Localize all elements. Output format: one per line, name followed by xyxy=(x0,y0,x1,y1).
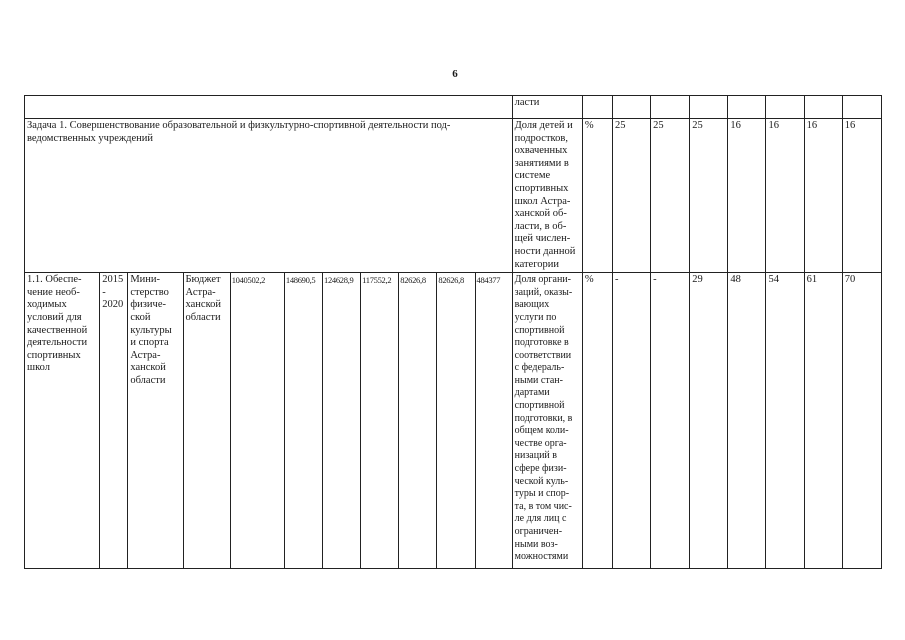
task-value-cell: 16 xyxy=(766,119,804,273)
table-row-task xyxy=(25,119,882,273)
measure-name-cell: 1.1. Обеспе- чение необ- ходимых условий для качественной деятельности спортивных школ xyxy=(25,273,100,569)
measure-amount-cell: 82626,8 xyxy=(399,273,437,569)
measure-amount-total: 1040502,2 xyxy=(230,273,284,569)
continuation-value-cell xyxy=(651,96,690,119)
measure-value-cell: 61 xyxy=(804,273,842,569)
task-value-cell: 25 xyxy=(612,119,650,273)
program-table xyxy=(24,95,882,569)
measure-executor-cell: Мини- стерство физиче- ской культуры и спорта Астра- ханской области xyxy=(128,273,183,569)
measure-amount-cell: 484377 xyxy=(475,273,512,569)
page-number: 6 xyxy=(452,68,458,80)
measure-unit-cell: % xyxy=(582,273,612,569)
measure-period-cell: 2015 - 2020 xyxy=(100,273,128,569)
task-unit-cell: % xyxy=(582,119,612,273)
measure-value-cell: - xyxy=(651,273,690,569)
continuation-value-cell xyxy=(842,96,881,119)
measure-value-cell: 29 xyxy=(690,273,728,569)
continuation-empty-cell xyxy=(25,96,513,119)
measure-value-cell: 48 xyxy=(728,273,766,569)
measure-amount-cell: 117552,2 xyxy=(361,273,399,569)
task-value-cell: 16 xyxy=(728,119,766,273)
measure-value-cell: 54 xyxy=(766,273,804,569)
continuation-indicator-cell: ласти xyxy=(512,96,582,119)
continuation-value-cell xyxy=(766,96,804,119)
measure-amount-cell: 124628,9 xyxy=(323,273,361,569)
measure-indicator-cell: Доля органи- заций, оказы- вающих услуги по спортивной подготовке в соответствии с федераль- ными стан- дартами спортивной подготовки, в общем коли- честве орга- низаций в сфере физи- ческой куль- туры и спор- та, в том чис- ле для лиц с ограничен- ными воз- можностями xyxy=(512,273,582,569)
task-value-cell: 16 xyxy=(842,119,881,273)
task-value-cell: 25 xyxy=(690,119,728,273)
continuation-unit-cell xyxy=(582,96,612,119)
measure-value-cell: - xyxy=(612,273,650,569)
table-row-measure xyxy=(25,273,882,569)
task-value-cell: 16 xyxy=(804,119,842,273)
continuation-value-cell xyxy=(804,96,842,119)
measure-source-cell: Бюджет Астра- ханской области xyxy=(183,273,230,569)
continuation-value-cell xyxy=(728,96,766,119)
measure-amount-cell: 148690,5 xyxy=(284,273,322,569)
task-value-cell: 25 xyxy=(651,119,690,273)
continuation-value-cell xyxy=(690,96,728,119)
table-row-continuation xyxy=(25,96,882,119)
measure-amount-cell: 82626,8 xyxy=(437,273,475,569)
measure-value-cell: 70 xyxy=(842,273,881,569)
task-title-cell: Задача 1. Совершенствование образовательной и физкультурно-спортивной деятельности под- ведомственных учреждений xyxy=(25,119,513,273)
continuation-value-cell xyxy=(612,96,650,119)
task-indicator-cell: Доля детей и подростков, охваченных занятиями в системе спортивных школ Астра- ханской об- ласти, в об- щей числен- ности данной категории xyxy=(512,119,582,273)
